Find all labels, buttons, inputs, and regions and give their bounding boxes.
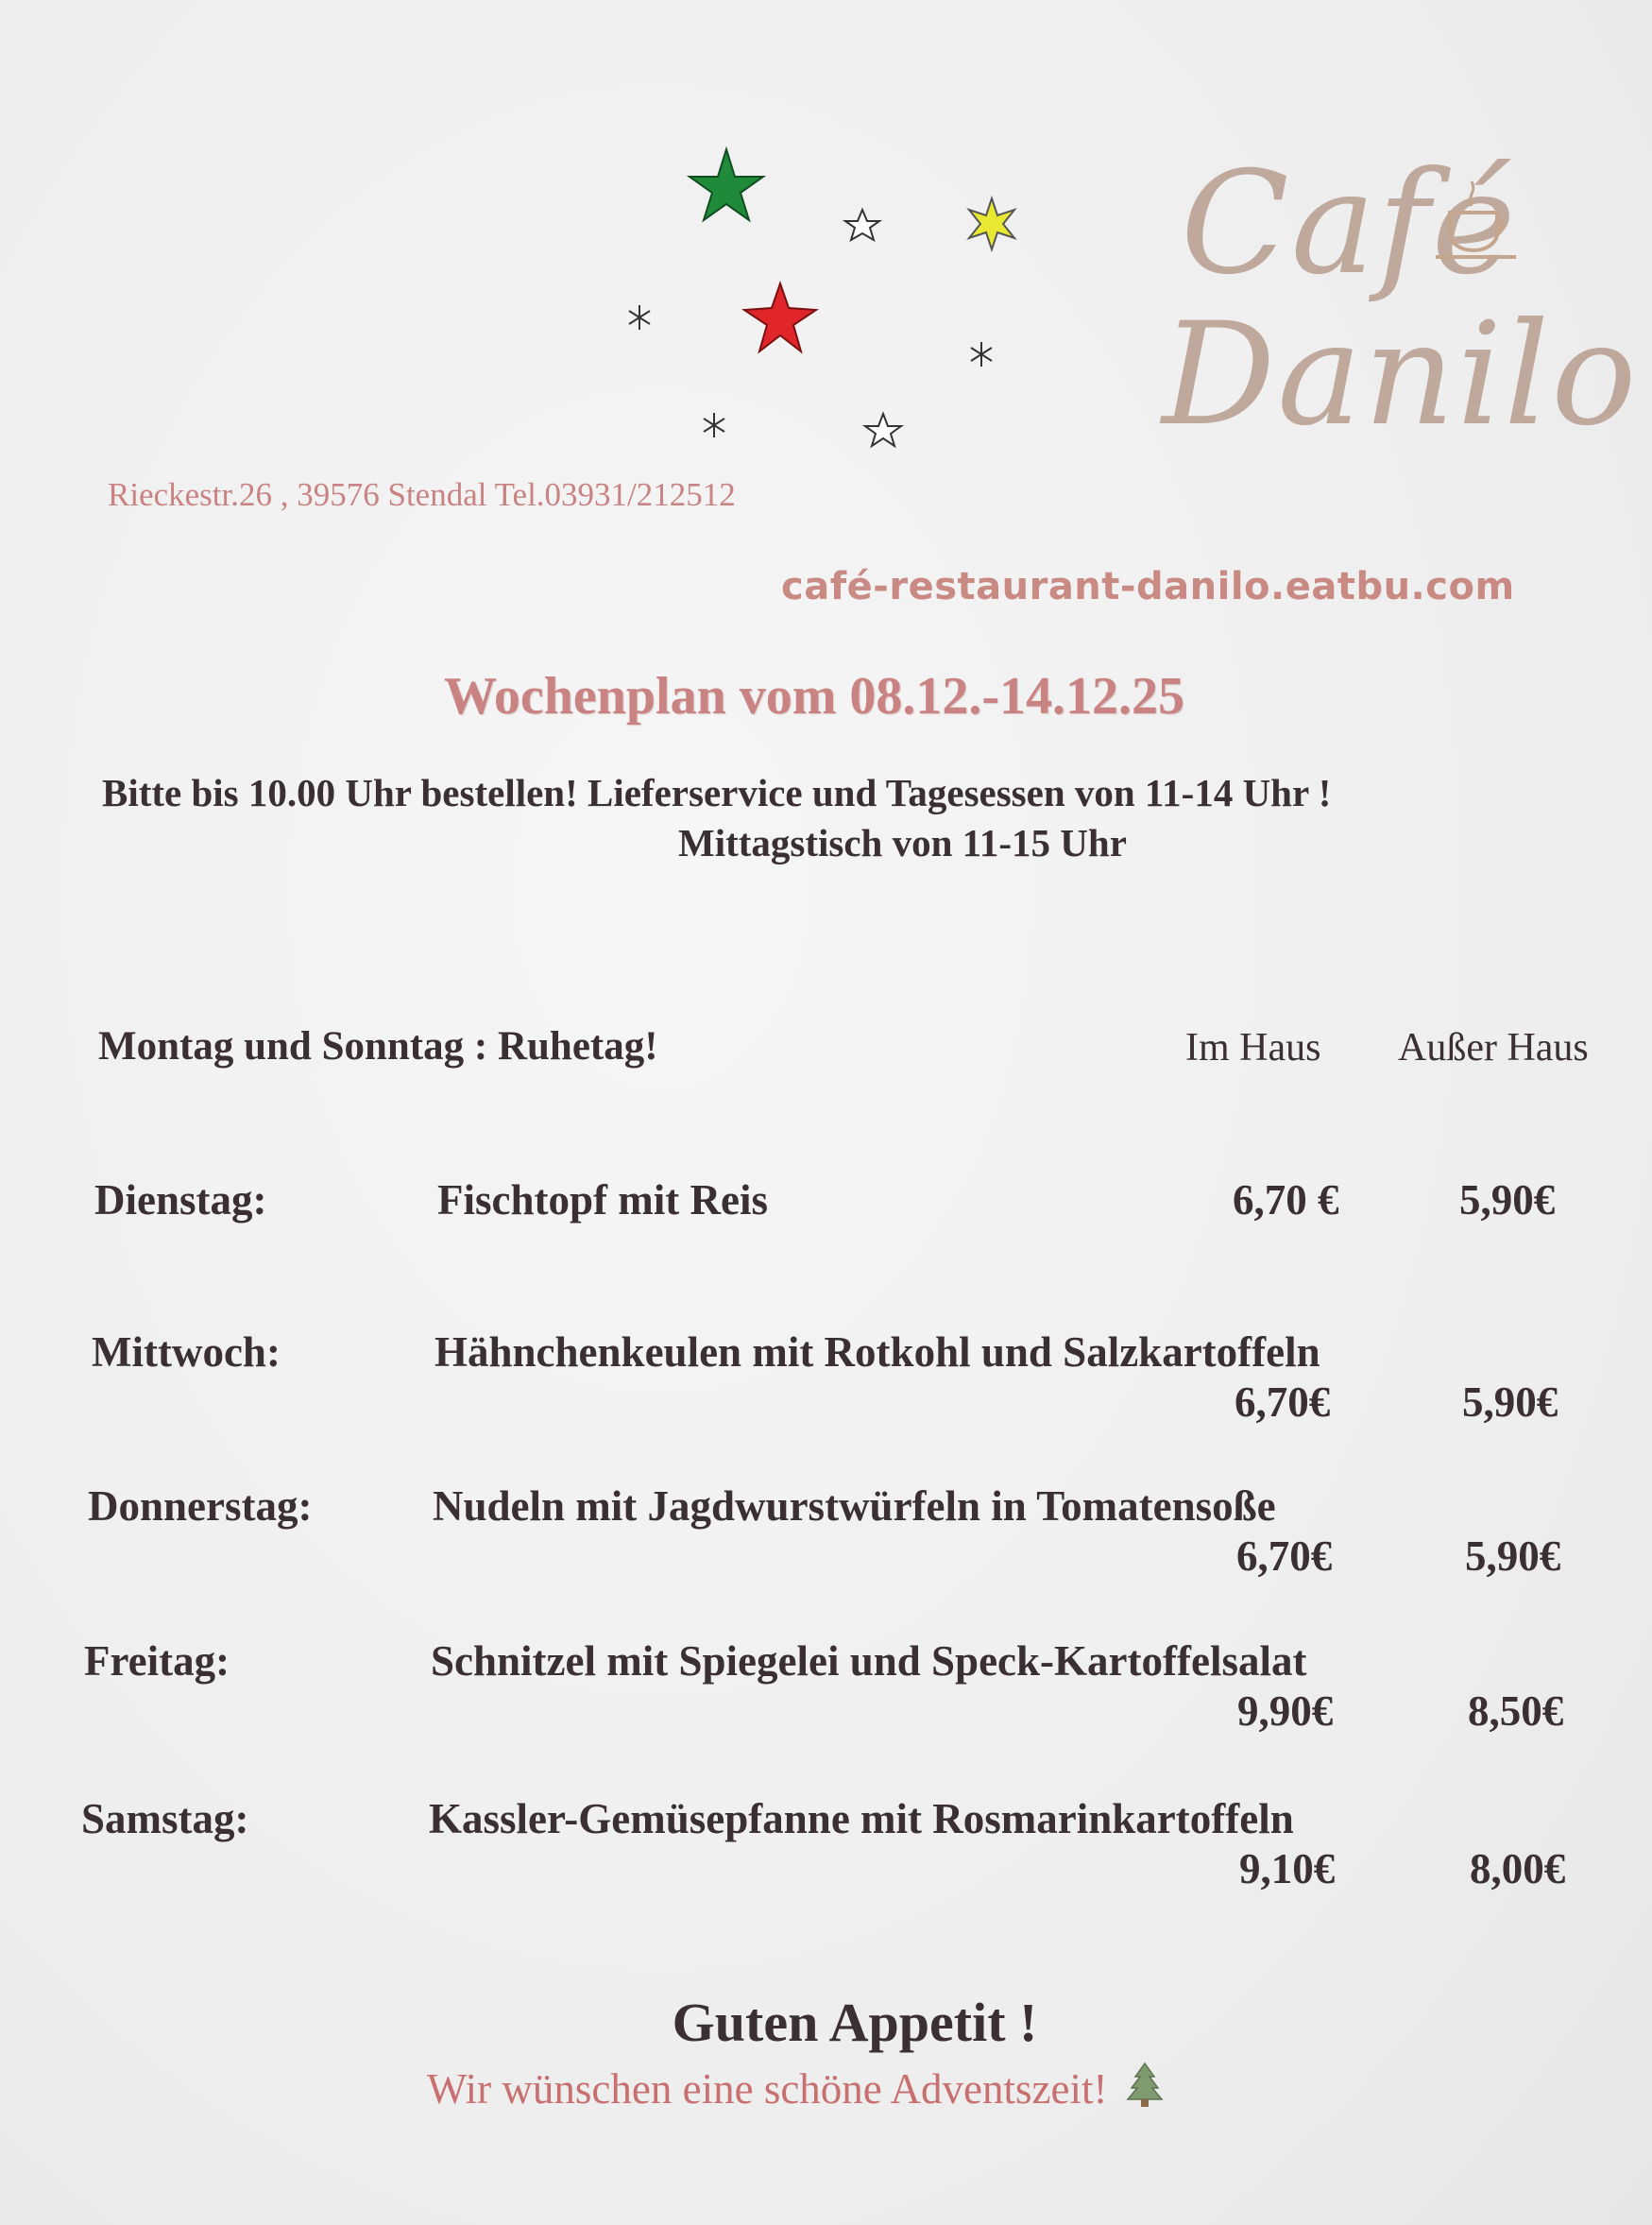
price-in-house: 6,70€: [1236, 1532, 1333, 1580]
greeting: Guten Appetit !: [672, 1992, 1038, 2053]
price-in-house: 9,10€: [1239, 1845, 1336, 1892]
menu-day: Dienstag:: [94, 1176, 267, 1224]
green-star-icon: [690, 149, 763, 220]
price-takeaway: 8,50€: [1468, 1687, 1564, 1735]
yellow-star-icon: [969, 198, 1014, 249]
star-decoration: [605, 132, 1039, 472]
closed-days: Montag und Sonntag : Ruhetag!: [98, 1024, 658, 1069]
website-link[interactable]: café-restaurant-danilo.eatbu.com: [781, 565, 1515, 608]
asterisk-icon: [704, 413, 724, 437]
christmas-tree-icon: [1124, 2062, 1166, 2109]
menu-day: Donnerstag:: [88, 1482, 313, 1530]
column-header-in-house: Im Haus: [1185, 1026, 1321, 1070]
lunch-hours: Mittagstisch von 11-15 Uhr: [678, 821, 1127, 864]
menu-dish: Hähnchenkeulen mit Rotkohl und Salzkartoffeln: [434, 1328, 1320, 1376]
price-takeaway: 8,00€: [1470, 1845, 1566, 1892]
menu-dish: Nudeln mit Jagdwurstwürfeln in Tomatensoße: [433, 1482, 1276, 1530]
asterisk-icon: [971, 342, 992, 367]
white-star-icon: [865, 414, 901, 446]
red-star-icon: [744, 283, 816, 351]
price-in-house: 6,70€: [1235, 1378, 1331, 1426]
white-star-icon: [845, 210, 879, 240]
menu-dish: Kassler-Gemüsepfanne mit Rosmarinkartoffeln: [429, 1795, 1294, 1842]
coffee-cup-icon: [1426, 170, 1530, 274]
menu-day: Mittwoch:: [92, 1328, 281, 1376]
price-takeaway: 5,90€: [1462, 1378, 1558, 1426]
page-title: Wochenplan vom 08.12.-14.12.25: [444, 667, 1185, 726]
price-takeaway: 5,90€: [1465, 1532, 1561, 1580]
advent-wish: [427, 2062, 1166, 2114]
menu-dish: Fischtopf mit Reis: [437, 1176, 768, 1224]
logo-word-cafe: Café: [1181, 142, 1518, 306]
order-notice: Bitte bis 10.00 Uhr bestellen! Lieferservice und Tagesessen von 11-14 Uhr !: [102, 771, 1332, 814]
menu-dish: Schnitzel mit Spiegelei und Speck-Kartoffelsalat: [431, 1637, 1307, 1685]
logo-word-danilo: Danilo: [1162, 293, 1639, 457]
address-line: Rieckestr.26 , 39576 Stendal Tel.03931/212512: [108, 476, 736, 513]
price-takeaway: 5,90€: [1459, 1176, 1556, 1224]
advent-wish-text: Wir wünschen eine schöne Adventszeit!: [427, 2065, 1108, 2113]
cafe-logo: [1143, 132, 1639, 472]
menu-day: Freitag:: [84, 1637, 230, 1685]
column-header-takeaway: Außer Haus: [1398, 1026, 1589, 1070]
asterisk-icon: [629, 305, 650, 330]
price-in-house: 9,90€: [1237, 1687, 1334, 1735]
price-in-house: 6,70 €: [1233, 1176, 1339, 1224]
menu-day: Samstag:: [81, 1795, 249, 1842]
